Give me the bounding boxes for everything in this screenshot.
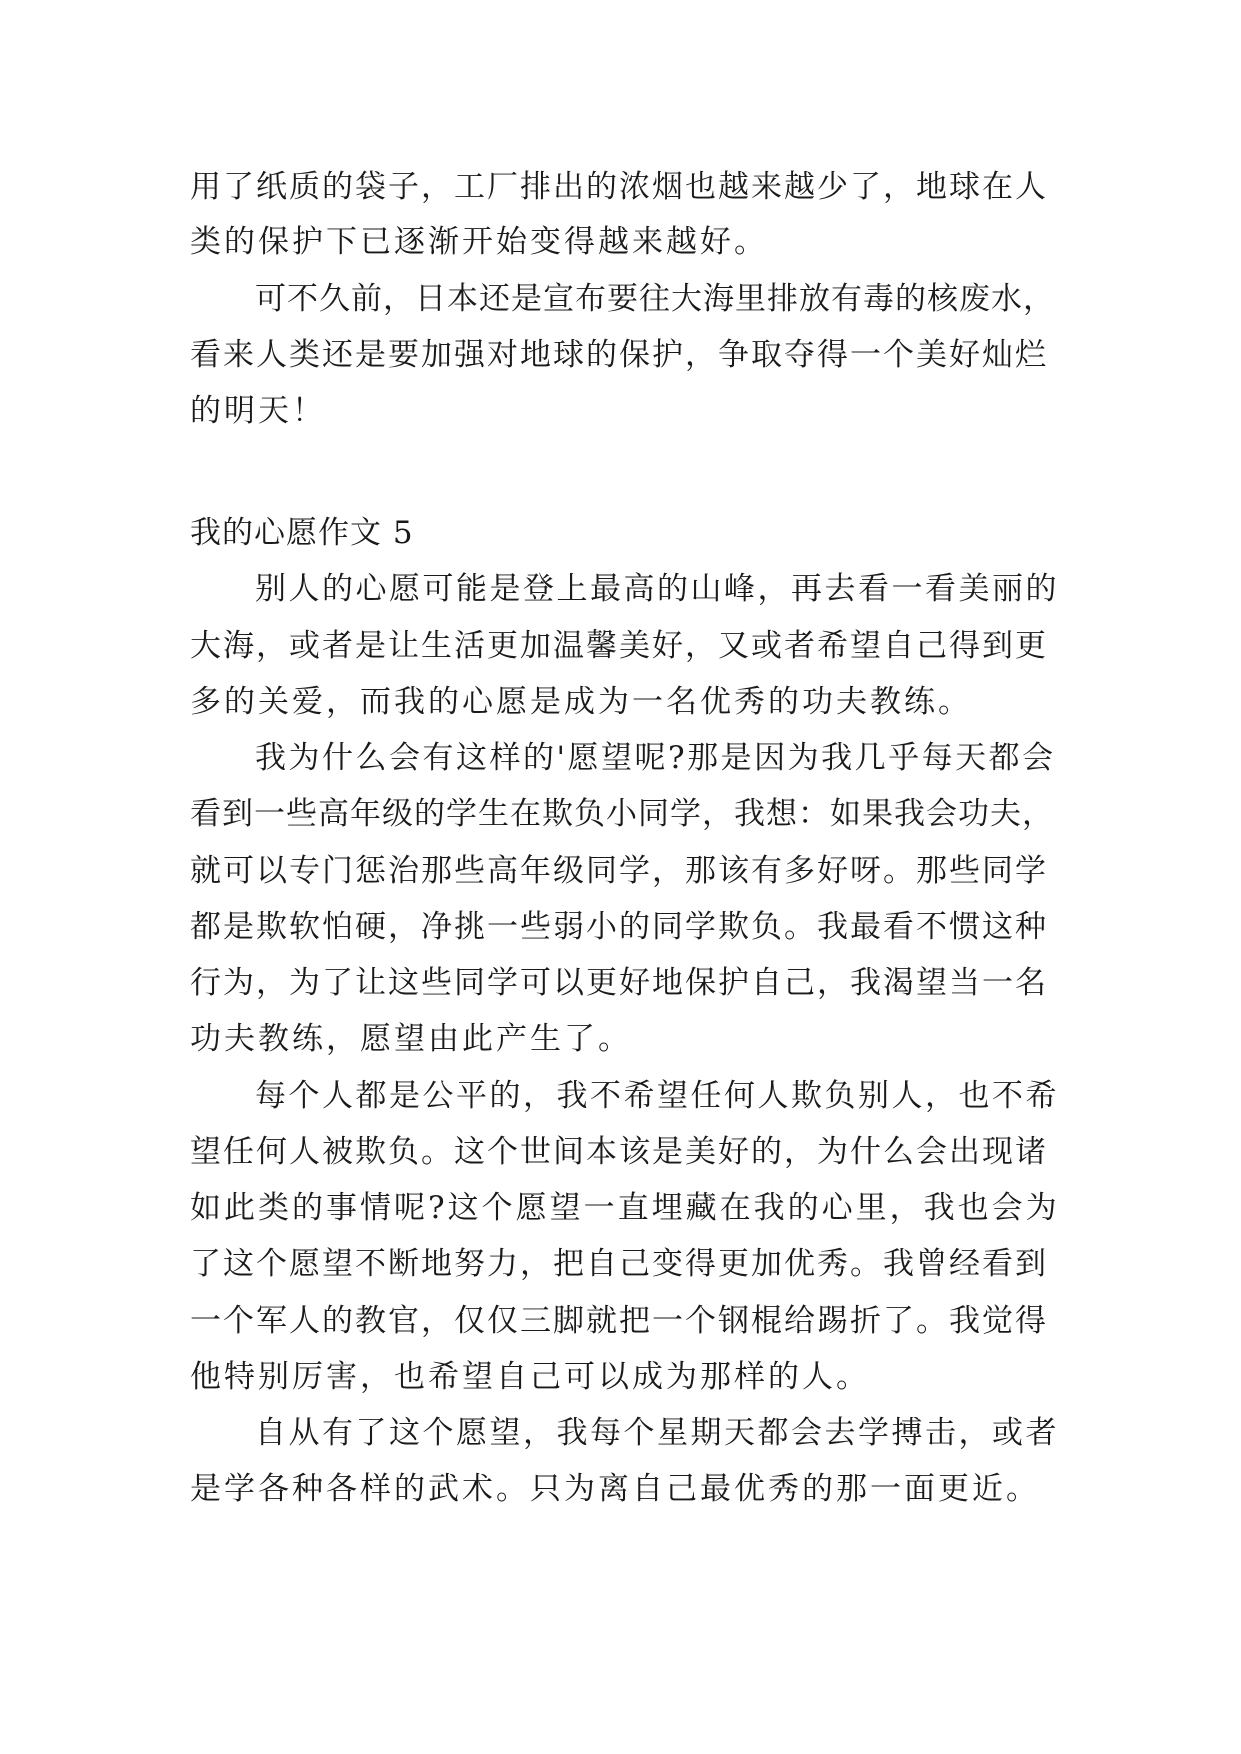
text-line: 多的关爱，而我的心愿是成为一名优秀的功夫教练。 — [190, 684, 972, 720]
text-line: 望任何人被欺负。这个世间本该是美好的，为什么会出现诸 — [190, 1134, 1048, 1170]
text-line: 功夫教练，愿望由此产生了。 — [190, 1021, 632, 1057]
essay-title: 我的心愿作文 5 — [190, 515, 414, 551]
text-line: 行为，为了让这些同学可以更好地保护自己，我渴望当一名 — [190, 965, 1048, 1001]
text-line: 他特别厉害，也希望自己可以成为那样的人。 — [190, 1359, 870, 1395]
text-line: 了这个愿望不断地努力，把自己变得更加优秀。我曾经看到 — [190, 1246, 1048, 1282]
text-line: 用了纸质的袋子，工厂排出的浓烟也越来越少了，地球在人 — [190, 169, 1048, 205]
text-line: 就可以专门惩治那些高年级同学，那该有多好呀。那些同学 — [190, 853, 1048, 889]
text-line: 每个人都是公平的，我不希望任何人欺负别人，也不希 — [255, 1078, 1059, 1114]
text-line: 是学各种各样的武术。只为离自己最优秀的那一面更近。 — [190, 1471, 1040, 1507]
text-line: 我为什么会有这样的'愿望呢?那是因为我几乎每天都会 — [255, 740, 1056, 776]
text-line: 一个军人的教官，仅仅三脚就把一个钢棍给踢折了。我觉得 — [190, 1303, 1048, 1339]
text-line: 都是欺软怕硬，净挑一些弱小的同学欺负。我最看不惯这种 — [190, 909, 1048, 945]
text-line: 大海，或者是让生活更加温馨美好，又或者希望自己得到更 — [190, 628, 1048, 664]
text-line: 自从有了这个愿望，我每个星期天都会去学搏击，或者 — [255, 1415, 1059, 1451]
text-line: 可不久前，日本还是宣布要往大海里排放有毒的核废水， — [255, 281, 1055, 317]
text-line: 看来人类还是要加强对地球的保护，争取夺得一个美好灿烂 — [190, 337, 1048, 373]
text-line: 看到一些高年级的学生在欺负小同学，我想：如果我会功夫， — [190, 796, 1054, 832]
text-line: 如此类的事情呢?这个愿望一直埋藏在我的心里，我也会为 — [190, 1190, 1060, 1226]
text-line: 类的保护下已逐渐开始变得越来越好。 — [190, 224, 768, 260]
text-line: 别人的心愿可能是登上最高的山峰，再去看一看美丽的 — [255, 571, 1059, 607]
text-line: 的明天！ — [190, 393, 326, 429]
